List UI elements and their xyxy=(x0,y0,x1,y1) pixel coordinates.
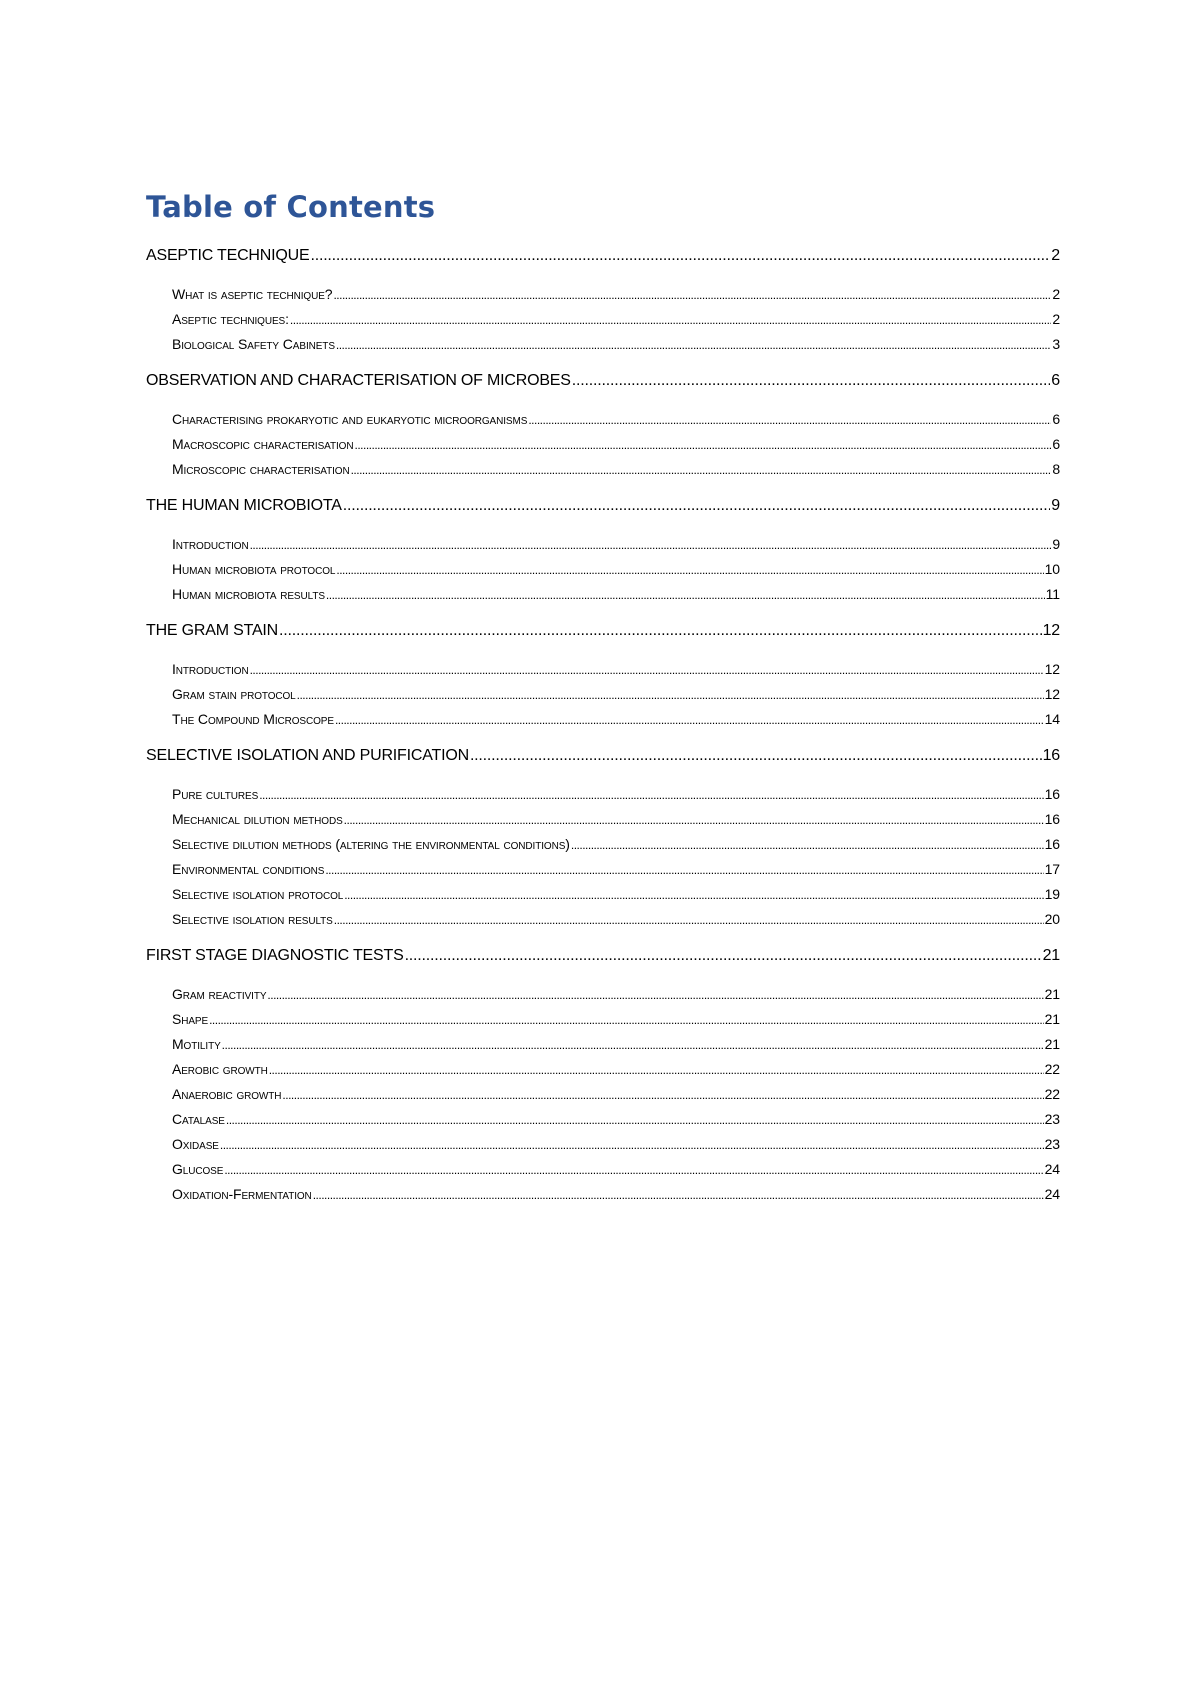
toc-dot-leader xyxy=(528,408,1051,433)
toc-subentry-list xyxy=(146,782,1060,932)
toc-entry-label: THE HUMAN MICROBIOTA xyxy=(146,497,342,514)
toc-entry-label: Aseptic techniques: xyxy=(172,311,289,327)
toc-page-number: 21 xyxy=(1044,1036,1060,1052)
toc-dot-leader xyxy=(470,744,1042,768)
toc-page-number: 2 xyxy=(1052,311,1060,327)
toc-page-number: 17 xyxy=(1044,861,1060,877)
toc-entry-label: Oxidase xyxy=(172,1136,219,1152)
toc-subentry-list xyxy=(146,282,1060,357)
toc-dot-leader xyxy=(354,433,1051,458)
toc-entry-label: Macroscopic characterisation xyxy=(172,436,354,452)
toc-dot-leader xyxy=(343,494,1051,518)
toc-page-number: 2 xyxy=(1052,286,1060,302)
toc-dot-leader xyxy=(259,783,1043,808)
toc-entry-label: The Compound Microscope xyxy=(172,711,334,727)
toc-entry-label: Gram reactivity xyxy=(172,986,267,1002)
toc-entry-level2[interactable] xyxy=(146,332,1060,357)
toc-entry-label: Selective isolation protocol xyxy=(172,886,344,902)
toc-dot-leader xyxy=(335,708,1044,733)
toc-entry-level2[interactable] xyxy=(146,282,1060,307)
toc-entry-level2[interactable] xyxy=(146,557,1060,582)
toc-section xyxy=(146,619,1060,732)
toc-page-number: 16 xyxy=(1042,747,1060,764)
toc-entry-level2[interactable] xyxy=(146,857,1060,882)
toc-entry-level2[interactable] xyxy=(146,457,1060,482)
toc-entry-label: OBSERVATION AND CHARACTERISATION OF MICROBES xyxy=(146,372,571,389)
toc-page-number: 9 xyxy=(1051,497,1060,514)
toc-dot-leader xyxy=(351,458,1052,483)
toc-page-number: 21 xyxy=(1044,986,1060,1002)
toc-dot-leader xyxy=(226,1108,1044,1133)
toc-entry-level2[interactable] xyxy=(146,307,1060,332)
toc-page-number: 21 xyxy=(1042,947,1060,964)
toc-dot-leader xyxy=(224,1158,1043,1183)
toc-page-number: 24 xyxy=(1044,1161,1060,1177)
toc-dot-leader xyxy=(220,1133,1044,1158)
toc-page-number: 6 xyxy=(1052,436,1060,452)
toc-page-number: 16 xyxy=(1044,836,1060,852)
toc-entry-level2[interactable] xyxy=(146,1132,1060,1157)
toc-entry-label: SELECTIVE ISOLATION AND PURIFICATION xyxy=(146,747,469,764)
toc-entry-level2[interactable] xyxy=(146,1032,1060,1057)
toc-entry-level2[interactable] xyxy=(146,1107,1060,1132)
toc-entry-level2[interactable] xyxy=(146,407,1060,432)
toc-dot-leader xyxy=(571,833,1044,858)
toc-dot-leader xyxy=(279,619,1042,643)
toc-entry-label: ASEPTIC TECHNIQUE xyxy=(146,247,310,264)
toc-entry-level2[interactable] xyxy=(146,707,1060,732)
toc-entry-level2[interactable] xyxy=(146,1057,1060,1082)
toc-entry-label: Glucose xyxy=(172,1161,224,1177)
toc-page-number: 9 xyxy=(1052,536,1060,552)
toc-page-number: 10 xyxy=(1044,561,1060,577)
toc-page-number: 14 xyxy=(1044,711,1060,727)
toc-page-number: 21 xyxy=(1044,1011,1060,1027)
toc-page-number: 3 xyxy=(1052,336,1060,352)
toc-entry-level2[interactable] xyxy=(146,1157,1060,1182)
toc-entry-label: Introduction xyxy=(172,661,249,677)
toc-dot-leader xyxy=(297,683,1044,708)
toc-entry-level1[interactable] xyxy=(146,244,1060,268)
toc-dot-leader xyxy=(344,883,1043,908)
toc-entry-level2[interactable] xyxy=(146,807,1060,832)
toc-page-number: 23 xyxy=(1044,1111,1060,1127)
toc-subentry-list xyxy=(146,532,1060,607)
toc-entry-level2[interactable] xyxy=(146,1082,1060,1107)
toc-entry-level2[interactable] xyxy=(146,682,1060,707)
toc-entry-level1[interactable] xyxy=(146,369,1060,393)
toc-entry-level2[interactable] xyxy=(146,1182,1060,1207)
toc-page-number: 16 xyxy=(1044,811,1060,827)
toc-entry-label: Human microbiota results xyxy=(172,586,325,602)
toc-entry-level2[interactable] xyxy=(146,832,1060,857)
toc-entry-level2[interactable] xyxy=(146,907,1060,932)
toc-dot-leader xyxy=(269,1058,1044,1083)
toc-entry-label: Anaerobic growth xyxy=(172,1086,282,1102)
toc-section xyxy=(146,744,1060,932)
toc-dot-leader xyxy=(572,369,1051,393)
toc-page-number: 12 xyxy=(1042,622,1060,639)
toc-dot-leader xyxy=(267,983,1043,1008)
toc-entry-level1[interactable] xyxy=(146,494,1060,518)
toc-page-number: 22 xyxy=(1044,1061,1060,1077)
toc-subentry-list xyxy=(146,657,1060,732)
toc-page-number: 22 xyxy=(1044,1086,1060,1102)
toc-entry-level2[interactable] xyxy=(146,882,1060,907)
toc-page-number: 24 xyxy=(1044,1186,1060,1202)
toc-dot-leader xyxy=(222,1033,1044,1058)
toc-entry-level2[interactable] xyxy=(146,982,1060,1007)
toc-entry-label: Shape xyxy=(172,1011,209,1027)
toc-page-number: 23 xyxy=(1044,1136,1060,1152)
toc-section xyxy=(146,369,1060,482)
toc-entry-label: What is aseptic technique? xyxy=(172,286,333,302)
toc-entry-level2[interactable] xyxy=(146,432,1060,457)
toc-section xyxy=(146,944,1060,1207)
toc-title: Table of Contents xyxy=(146,190,436,224)
toc-entry-label: Human microbiota protocol xyxy=(172,561,336,577)
toc-entry-level1[interactable] xyxy=(146,944,1060,968)
toc-dot-leader xyxy=(405,944,1042,968)
toc-dot-leader xyxy=(250,533,1052,558)
toc-page-number: 6 xyxy=(1052,411,1060,427)
toc-page-number: 12 xyxy=(1044,661,1060,677)
toc-dot-leader xyxy=(290,308,1051,333)
toc-section xyxy=(146,244,1060,357)
toc-subentry-list xyxy=(146,407,1060,482)
toc-dot-leader xyxy=(313,1183,1044,1208)
toc-entry-label: Environmental conditions xyxy=(172,861,325,877)
toc-entry-level2[interactable] xyxy=(146,1007,1060,1032)
toc-page-number: 6 xyxy=(1051,372,1060,389)
toc-dot-leader xyxy=(310,244,1050,268)
toc-entry-label: Aerobic growth xyxy=(172,1061,268,1077)
toc-page-number: 8 xyxy=(1052,461,1060,477)
toc-entry-label: Pure cultures xyxy=(172,786,259,802)
toc-dot-leader xyxy=(334,908,1044,933)
toc-dot-leader xyxy=(336,333,1051,358)
toc-dot-leader xyxy=(326,583,1045,608)
toc-entry-level1[interactable] xyxy=(146,744,1060,768)
toc-page-number: 12 xyxy=(1044,686,1060,702)
toc-entry-label: Gram stain protocol xyxy=(172,686,296,702)
toc-dot-leader xyxy=(250,658,1044,683)
toc-entry-label: Mechanical dilution methods xyxy=(172,811,343,827)
toc-entry-label: Selective dilution methods (altering the environmental conditions) xyxy=(172,836,570,852)
toc-page-number: 20 xyxy=(1044,911,1060,927)
toc-entry-label: Motility xyxy=(172,1036,221,1052)
toc-entry-label: Characterising prokaryotic and eukaryotic microorganisms xyxy=(172,411,528,427)
toc-dot-leader xyxy=(209,1008,1044,1033)
toc-entry-label: THE GRAM STAIN xyxy=(146,622,279,639)
toc-entry-label: Microscopic characterisation xyxy=(172,461,350,477)
toc-entry-label: Introduction xyxy=(172,536,249,552)
toc-entry-label: Oxidation-Fermentation xyxy=(172,1186,312,1202)
toc-page-number: 16 xyxy=(1044,786,1060,802)
toc-entry-label: Biological Safety Cabinets xyxy=(172,336,335,352)
toc-dot-leader xyxy=(282,1083,1043,1108)
toc-subentry-list xyxy=(146,982,1060,1207)
toc-entry-level1[interactable] xyxy=(146,619,1060,643)
toc-section xyxy=(146,494,1060,607)
toc-page-number: 11 xyxy=(1045,586,1060,602)
toc-page-number: 2 xyxy=(1051,247,1060,264)
toc-page-number: 19 xyxy=(1044,886,1060,902)
toc-entry-level2[interactable] xyxy=(146,582,1060,607)
toc-entry-level2[interactable] xyxy=(146,782,1060,807)
toc-entry-level2[interactable] xyxy=(146,657,1060,682)
toc-dot-leader xyxy=(333,283,1051,308)
toc-dot-leader xyxy=(325,858,1043,883)
toc-list xyxy=(146,244,1060,1219)
toc-entry-level2[interactable] xyxy=(146,532,1060,557)
toc-dot-leader xyxy=(336,558,1043,583)
toc-dot-leader xyxy=(344,808,1044,833)
toc-entry-label: Catalase xyxy=(172,1111,225,1127)
toc-entry-label: FIRST STAGE DIAGNOSTIC TESTS xyxy=(146,947,404,964)
toc-entry-label: Selective isolation results xyxy=(172,911,333,927)
